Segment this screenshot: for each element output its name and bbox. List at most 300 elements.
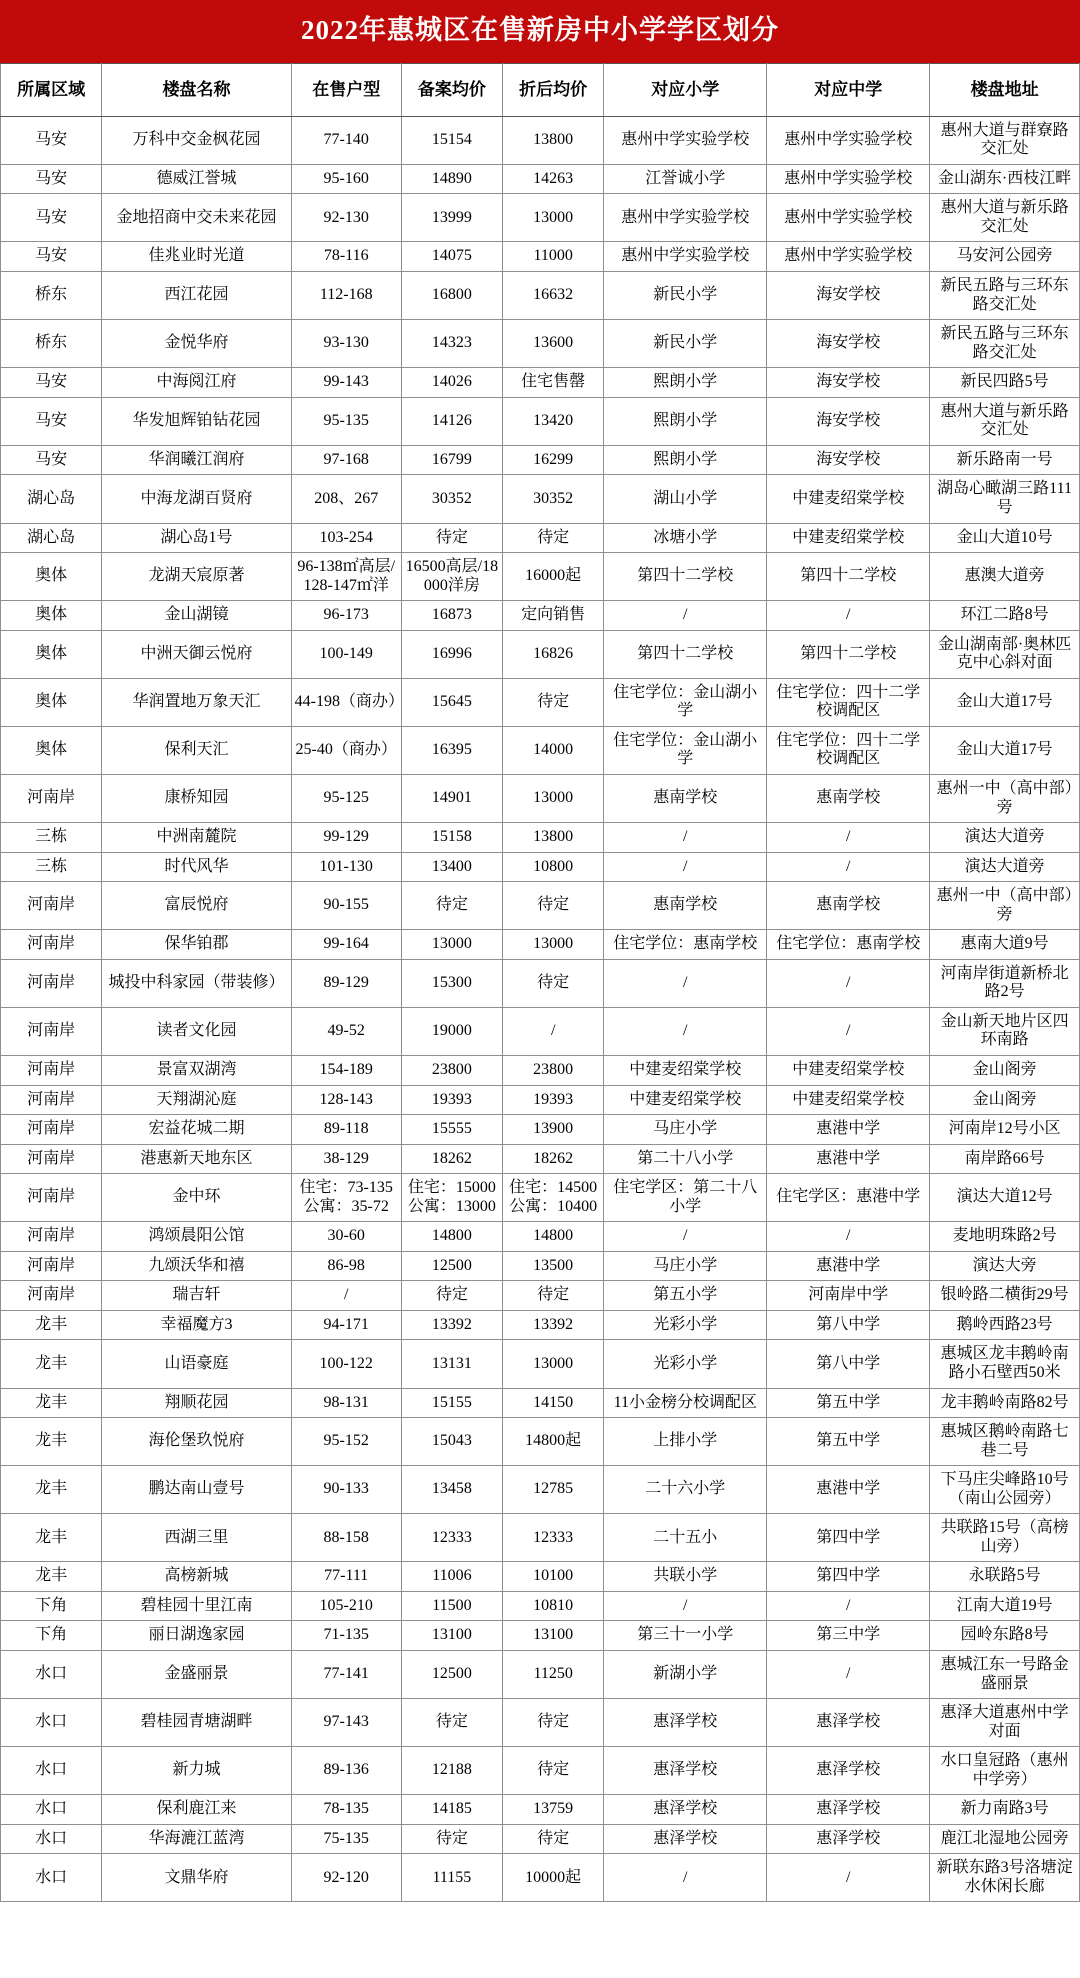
- cell-r16-c4: 13000: [503, 774, 604, 822]
- cell-r12-c0: 奥体: [1, 601, 102, 631]
- cell-r15-c4: 14000: [503, 726, 604, 774]
- cell-r41-c0: 水口: [1, 1699, 102, 1747]
- table-row: [1, 959, 1080, 1007]
- cell-r17-c6: /: [767, 823, 930, 853]
- cell-r16-c2: 95-125: [291, 774, 401, 822]
- cell-r40-c7: 惠城江东一号路金盛丽景: [930, 1651, 1080, 1699]
- cell-r7-c0: 马安: [1, 397, 102, 445]
- cell-r31-c4: 13392: [503, 1310, 604, 1340]
- cell-r43-c5: 惠泽学校: [604, 1795, 767, 1825]
- cell-r29-c7: 演达大旁: [930, 1251, 1080, 1281]
- cell-r10-c1: 湖心岛1号: [102, 523, 291, 553]
- cell-r23-c1: 景富双湖湾: [102, 1055, 291, 1085]
- cell-r37-c5: 共联小学: [604, 1562, 767, 1592]
- cell-r45-c3: 11155: [401, 1854, 502, 1902]
- cell-r40-c2: 77-141: [291, 1651, 401, 1699]
- table-row: [1, 320, 1080, 368]
- cell-r32-c6: 第八中学: [767, 1340, 930, 1388]
- table-row: [1, 397, 1080, 445]
- cell-r32-c3: 13131: [401, 1340, 502, 1388]
- table-row: [1, 1222, 1080, 1252]
- cell-r38-c0: 下角: [1, 1591, 102, 1621]
- table-row: [1, 1824, 1080, 1854]
- cell-r35-c2: 90-133: [291, 1466, 401, 1514]
- cell-r17-c1: 中洲南麓院: [102, 823, 291, 853]
- cell-r23-c2: 154-189: [291, 1055, 401, 1085]
- cell-r26-c2: 38-129: [291, 1144, 401, 1174]
- cell-r23-c6: 中建麦绍棠学校: [767, 1055, 930, 1085]
- cell-r24-c3: 19393: [401, 1085, 502, 1115]
- cell-r23-c5: 中建麦绍棠学校: [604, 1055, 767, 1085]
- cell-r28-c3: 14800: [401, 1222, 502, 1252]
- cell-r44-c3: 待定: [401, 1824, 502, 1854]
- cell-r8-c3: 16799: [401, 445, 502, 475]
- cell-r31-c2: 94-171: [291, 1310, 401, 1340]
- cell-r16-c0: 河南岸: [1, 774, 102, 822]
- cell-r42-c4: 待定: [503, 1747, 604, 1795]
- cell-r7-c5: 熙朗小学: [604, 397, 767, 445]
- cell-r14-c6: 住宅学位：四十二学校调配区: [767, 678, 930, 726]
- cell-r44-c4: 待定: [503, 1824, 604, 1854]
- cell-r2-c1: 金地招商中交未来花园: [102, 194, 291, 242]
- cell-r34-c1: 海伦堡玖悦府: [102, 1418, 291, 1466]
- cell-r42-c6: 惠泽学校: [767, 1747, 930, 1795]
- cell-r45-c7: 新联东路3号洛塘淀水休闲长廊: [930, 1854, 1080, 1902]
- cell-r25-c5: 马庄小学: [604, 1115, 767, 1145]
- cell-r22-c4: /: [503, 1007, 604, 1055]
- cell-r28-c0: 河南岸: [1, 1222, 102, 1252]
- cell-r34-c3: 15043: [401, 1418, 502, 1466]
- cell-r5-c7: 新民五路与三环东路交汇处: [930, 320, 1080, 368]
- table-row: [1, 164, 1080, 194]
- cell-r36-c3: 12333: [401, 1514, 502, 1562]
- cell-r0-c0: 马安: [1, 116, 102, 164]
- cell-r33-c2: 98-131: [291, 1388, 401, 1418]
- header-row: [1, 63, 1080, 116]
- cell-r21-c3: 15300: [401, 959, 502, 1007]
- cell-r4-c1: 西江花园: [102, 272, 291, 320]
- table-row: [1, 553, 1080, 601]
- cell-r12-c5: /: [604, 601, 767, 631]
- cell-r37-c6: 第四中学: [767, 1562, 930, 1592]
- cell-r25-c4: 13900: [503, 1115, 604, 1145]
- cell-r8-c2: 97-168: [291, 445, 401, 475]
- cell-r1-c6: 惠州中学实验学校: [767, 164, 930, 194]
- table-row: [1, 242, 1080, 272]
- cell-r41-c6: 惠泽学校: [767, 1699, 930, 1747]
- cell-r1-c7: 金山湖东·西枝江畔: [930, 164, 1080, 194]
- cell-r25-c3: 15555: [401, 1115, 502, 1145]
- cell-r0-c7: 惠州大道与群寮路交汇处: [930, 116, 1080, 164]
- cell-r31-c0: 龙丰: [1, 1310, 102, 1340]
- cell-r31-c7: 鹅岭西路23号: [930, 1310, 1080, 1340]
- cell-r20-c0: 河南岸: [1, 930, 102, 960]
- cell-r10-c2: 103-254: [291, 523, 401, 553]
- cell-r22-c5: /: [604, 1007, 767, 1055]
- cell-r39-c2: 71-135: [291, 1621, 401, 1651]
- cell-r35-c6: 惠港中学: [767, 1466, 930, 1514]
- cell-r16-c1: 康桥知园: [102, 774, 291, 822]
- table-row: [1, 194, 1080, 242]
- cell-r39-c1: 丽日湖逸家园: [102, 1621, 291, 1651]
- cell-r5-c6: 海安学校: [767, 320, 930, 368]
- cell-r36-c4: 12333: [503, 1514, 604, 1562]
- cell-r20-c5: 住宅学位：惠南学校: [604, 930, 767, 960]
- cell-r37-c3: 11006: [401, 1562, 502, 1592]
- cell-r23-c4: 23800: [503, 1055, 604, 1085]
- page-title: 2022年惠城区在售新房中小学学区划分: [0, 0, 1080, 63]
- table-row: [1, 475, 1080, 523]
- cell-r33-c7: 龙丰鹅岭南路82号: [930, 1388, 1080, 1418]
- cell-r27-c7: 演达大道12号: [930, 1174, 1080, 1222]
- table-row: [1, 630, 1080, 678]
- cell-r2-c0: 马安: [1, 194, 102, 242]
- cell-r19-c5: 惠南学校: [604, 882, 767, 930]
- cell-r22-c7: 金山新天地片区四环南路: [930, 1007, 1080, 1055]
- cell-r5-c2: 93-130: [291, 320, 401, 368]
- cell-r16-c3: 14901: [401, 774, 502, 822]
- cell-r20-c7: 惠南大道9号: [930, 930, 1080, 960]
- cell-r19-c7: 惠州一中（高中部）旁: [930, 882, 1080, 930]
- cell-r18-c0: 三栋: [1, 852, 102, 882]
- cell-r28-c7: 麦地明珠路2号: [930, 1222, 1080, 1252]
- table-row: [1, 272, 1080, 320]
- cell-r40-c0: 水口: [1, 1651, 102, 1699]
- cell-r44-c7: 鹿江北湿地公园旁: [930, 1824, 1080, 1854]
- cell-r9-c5: 湖山小学: [604, 475, 767, 523]
- cell-r24-c4: 19393: [503, 1085, 604, 1115]
- cell-r12-c4: 定向销售: [503, 601, 604, 631]
- cell-r17-c2: 99-129: [291, 823, 401, 853]
- cell-r38-c3: 11500: [401, 1591, 502, 1621]
- cell-r2-c6: 惠州中学实验学校: [767, 194, 930, 242]
- cell-r41-c4: 待定: [503, 1699, 604, 1747]
- cell-r39-c7: 园岭东路8号: [930, 1621, 1080, 1651]
- cell-r27-c6: 住宅学区：惠港中学: [767, 1174, 930, 1222]
- column-header-1: 楼盘名称: [102, 63, 291, 116]
- cell-r39-c5: 第三十一小学: [604, 1621, 767, 1651]
- cell-r18-c1: 时代风华: [102, 852, 291, 882]
- cell-r22-c2: 49-52: [291, 1007, 401, 1055]
- cell-r23-c0: 河南岸: [1, 1055, 102, 1085]
- cell-r7-c4: 13420: [503, 397, 604, 445]
- cell-r40-c1: 金盛丽景: [102, 1651, 291, 1699]
- cell-r1-c4: 14263: [503, 164, 604, 194]
- cell-r10-c0: 湖心岛: [1, 523, 102, 553]
- cell-r38-c5: /: [604, 1591, 767, 1621]
- cell-r0-c6: 惠州中学实验学校: [767, 116, 930, 164]
- cell-r19-c6: 惠南学校: [767, 882, 930, 930]
- cell-r41-c2: 97-143: [291, 1699, 401, 1747]
- cell-r11-c2: 96-138㎡高层/128-147㎡洋: [291, 553, 401, 601]
- cell-r42-c7: 水口皇冠路（惠州中学旁）: [930, 1747, 1080, 1795]
- cell-r13-c0: 奥体: [1, 630, 102, 678]
- table-row: [1, 1699, 1080, 1747]
- cell-r30-c0: 河南岸: [1, 1281, 102, 1311]
- cell-r6-c5: 熙朗小学: [604, 368, 767, 398]
- cell-r6-c3: 14026: [401, 368, 502, 398]
- cell-r43-c4: 13759: [503, 1795, 604, 1825]
- cell-r28-c5: /: [604, 1222, 767, 1252]
- cell-r0-c5: 惠州中学实验学校: [604, 116, 767, 164]
- cell-r8-c5: 熙朗小学: [604, 445, 767, 475]
- cell-r24-c6: 中建麦绍棠学校: [767, 1085, 930, 1115]
- column-header-4: 折后均价: [503, 63, 604, 116]
- cell-r3-c0: 马安: [1, 242, 102, 272]
- cell-r29-c6: 惠港中学: [767, 1251, 930, 1281]
- cell-r41-c5: 惠泽学校: [604, 1699, 767, 1747]
- cell-r19-c3: 待定: [401, 882, 502, 930]
- cell-r27-c0: 河南岸: [1, 1174, 102, 1222]
- cell-r45-c6: /: [767, 1854, 930, 1902]
- cell-r26-c3: 18262: [401, 1144, 502, 1174]
- cell-r12-c2: 96-173: [291, 601, 401, 631]
- cell-r20-c3: 13000: [401, 930, 502, 960]
- cell-r38-c4: 10810: [503, 1591, 604, 1621]
- cell-r36-c1: 西湖三里: [102, 1514, 291, 1562]
- cell-r6-c7: 新民四路5号: [930, 368, 1080, 398]
- column-header-3: 备案均价: [401, 63, 502, 116]
- cell-r35-c7: 下马庄尖峰路10号（南山公园旁）: [930, 1466, 1080, 1514]
- cell-r45-c5: /: [604, 1854, 767, 1902]
- cell-r13-c2: 100-149: [291, 630, 401, 678]
- cell-r32-c4: 13000: [503, 1340, 604, 1388]
- cell-r43-c6: 惠泽学校: [767, 1795, 930, 1825]
- cell-r34-c2: 95-152: [291, 1418, 401, 1466]
- cell-r45-c0: 水口: [1, 1854, 102, 1902]
- cell-r27-c3: 住宅：15000 公寓：13000: [401, 1174, 502, 1222]
- cell-r13-c6: 第四十二学校: [767, 630, 930, 678]
- cell-r1-c5: 江誉诚小学: [604, 164, 767, 194]
- cell-r3-c1: 佳兆业时光道: [102, 242, 291, 272]
- cell-r32-c7: 惠城区龙丰鹅岭南路小石壁西50米: [930, 1340, 1080, 1388]
- cell-r36-c0: 龙丰: [1, 1514, 102, 1562]
- cell-r3-c2: 78-116: [291, 242, 401, 272]
- table-row: [1, 1795, 1080, 1825]
- cell-r21-c7: 河南岸街道新桥北路2号: [930, 959, 1080, 1007]
- cell-r5-c4: 13600: [503, 320, 604, 368]
- cell-r30-c4: 待定: [503, 1281, 604, 1311]
- cell-r22-c1: 读者文化园: [102, 1007, 291, 1055]
- cell-r25-c1: 宏益花城二期: [102, 1115, 291, 1145]
- cell-r22-c6: /: [767, 1007, 930, 1055]
- cell-r6-c0: 马安: [1, 368, 102, 398]
- cell-r44-c5: 惠泽学校: [604, 1824, 767, 1854]
- cell-r37-c0: 龙丰: [1, 1562, 102, 1592]
- cell-r7-c3: 14126: [401, 397, 502, 445]
- cell-r33-c0: 龙丰: [1, 1388, 102, 1418]
- table-row: [1, 601, 1080, 631]
- cell-r36-c6: 第四中学: [767, 1514, 930, 1562]
- cell-r29-c1: 九颂沃华和禧: [102, 1251, 291, 1281]
- table-row: [1, 1591, 1080, 1621]
- cell-r9-c0: 湖心岛: [1, 475, 102, 523]
- table-row: [1, 368, 1080, 398]
- cell-r4-c2: 112-168: [291, 272, 401, 320]
- cell-r24-c7: 金山阁旁: [930, 1085, 1080, 1115]
- cell-r5-c3: 14323: [401, 320, 502, 368]
- table-row: [1, 445, 1080, 475]
- cell-r7-c7: 惠州大道与新乐路交汇处: [930, 397, 1080, 445]
- cell-r32-c1: 山语豪庭: [102, 1340, 291, 1388]
- cell-r6-c1: 中海阅江府: [102, 368, 291, 398]
- cell-r31-c6: 第八中学: [767, 1310, 930, 1340]
- table-row: [1, 1251, 1080, 1281]
- cell-r34-c4: 14800起: [503, 1418, 604, 1466]
- cell-r10-c7: 金山大道10号: [930, 523, 1080, 553]
- column-header-5: 对应小学: [604, 63, 767, 116]
- cell-r15-c1: 保利天汇: [102, 726, 291, 774]
- cell-r35-c1: 鹏达南山壹号: [102, 1466, 291, 1514]
- cell-r8-c4: 16299: [503, 445, 604, 475]
- cell-r19-c4: 待定: [503, 882, 604, 930]
- cell-r27-c4: 住宅：14500 公寓：10400: [503, 1174, 604, 1222]
- cell-r21-c5: /: [604, 959, 767, 1007]
- cell-r23-c3: 23800: [401, 1055, 502, 1085]
- table-body: [1, 116, 1080, 1902]
- cell-r44-c2: 75-135: [291, 1824, 401, 1854]
- cell-r44-c1: 华海漉江蓝湾: [102, 1824, 291, 1854]
- table-row: [1, 1562, 1080, 1592]
- cell-r12-c3: 16873: [401, 601, 502, 631]
- cell-r44-c6: 惠泽学校: [767, 1824, 930, 1854]
- cell-r8-c0: 马安: [1, 445, 102, 475]
- cell-r35-c5: 二十六小学: [604, 1466, 767, 1514]
- cell-r7-c1: 华发旭辉铂钻花园: [102, 397, 291, 445]
- cell-r19-c0: 河南岸: [1, 882, 102, 930]
- cell-r27-c2: 住宅：73-135 公寓：35-72: [291, 1174, 401, 1222]
- table-row: [1, 852, 1080, 882]
- cell-r42-c5: 惠泽学校: [604, 1747, 767, 1795]
- table-row: [1, 523, 1080, 553]
- cell-r4-c0: 桥东: [1, 272, 102, 320]
- cell-r0-c2: 77-140: [291, 116, 401, 164]
- cell-r21-c4: 待定: [503, 959, 604, 1007]
- cell-r9-c2: 208、267: [291, 475, 401, 523]
- cell-r24-c0: 河南岸: [1, 1085, 102, 1115]
- cell-r18-c6: /: [767, 852, 930, 882]
- cell-r31-c5: 光彩小学: [604, 1310, 767, 1340]
- cell-r10-c5: 冰塘小学: [604, 523, 767, 553]
- cell-r33-c5: 11小金榜分校调配区: [604, 1388, 767, 1418]
- cell-r10-c6: 中建麦绍棠学校: [767, 523, 930, 553]
- cell-r11-c7: 惠澳大道旁: [930, 553, 1080, 601]
- cell-r1-c2: 95-160: [291, 164, 401, 194]
- cell-r12-c7: 环江二路8号: [930, 601, 1080, 631]
- cell-r8-c6: 海安学校: [767, 445, 930, 475]
- cell-r21-c6: /: [767, 959, 930, 1007]
- cell-r23-c7: 金山阁旁: [930, 1055, 1080, 1085]
- table-row: [1, 1055, 1080, 1085]
- cell-r16-c7: 惠州一中（高中部）旁: [930, 774, 1080, 822]
- cell-r34-c5: 上排小学: [604, 1418, 767, 1466]
- cell-r28-c4: 14800: [503, 1222, 604, 1252]
- cell-r45-c4: 10000起: [503, 1854, 604, 1902]
- cell-r14-c5: 住宅学位：金山湖小学: [604, 678, 767, 726]
- cell-r45-c1: 文鼎华府: [102, 1854, 291, 1902]
- cell-r33-c3: 15155: [401, 1388, 502, 1418]
- cell-r30-c7: 银岭路二横街29号: [930, 1281, 1080, 1311]
- cell-r36-c5: 二十五小: [604, 1514, 767, 1562]
- cell-r30-c2: /: [291, 1281, 401, 1311]
- cell-r11-c5: 第四十二学校: [604, 553, 767, 601]
- cell-r41-c1: 碧桂园青塘湖畔: [102, 1699, 291, 1747]
- cell-r3-c3: 14075: [401, 242, 502, 272]
- cell-r26-c1: 港惠新天地东区: [102, 1144, 291, 1174]
- table-row: [1, 1115, 1080, 1145]
- column-header-7: 楼盘地址: [930, 63, 1080, 116]
- cell-r30-c1: 瑞吉轩: [102, 1281, 291, 1311]
- cell-r13-c4: 16826: [503, 630, 604, 678]
- cell-r34-c0: 龙丰: [1, 1418, 102, 1466]
- cell-r37-c4: 10100: [503, 1562, 604, 1592]
- table-row: [1, 1144, 1080, 1174]
- cell-r21-c0: 河南岸: [1, 959, 102, 1007]
- cell-r14-c4: 待定: [503, 678, 604, 726]
- cell-r42-c0: 水口: [1, 1747, 102, 1795]
- table-row: [1, 1388, 1080, 1418]
- cell-r22-c3: 19000: [401, 1007, 502, 1055]
- cell-r35-c0: 龙丰: [1, 1466, 102, 1514]
- cell-r37-c2: 77-111: [291, 1562, 401, 1592]
- cell-r2-c4: 13000: [503, 194, 604, 242]
- cell-r26-c5: 第二十八小学: [604, 1144, 767, 1174]
- cell-r41-c3: 待定: [401, 1699, 502, 1747]
- table-row: [1, 678, 1080, 726]
- cell-r27-c1: 金中环: [102, 1174, 291, 1222]
- cell-r28-c6: /: [767, 1222, 930, 1252]
- cell-r39-c6: 第三中学: [767, 1621, 930, 1651]
- cell-r1-c3: 14890: [401, 164, 502, 194]
- cell-r15-c5: 住宅学位：金山湖小学: [604, 726, 767, 774]
- table-row: [1, 1621, 1080, 1651]
- cell-r29-c4: 13500: [503, 1251, 604, 1281]
- cell-r20-c6: 住宅学位：惠南学校: [767, 930, 930, 960]
- cell-r38-c7: 江南大道19号: [930, 1591, 1080, 1621]
- cell-r39-c4: 13100: [503, 1621, 604, 1651]
- cell-r3-c6: 惠州中学实验学校: [767, 242, 930, 272]
- cell-r36-c2: 88-158: [291, 1514, 401, 1562]
- cell-r15-c3: 16395: [401, 726, 502, 774]
- cell-r18-c7: 演达大道旁: [930, 852, 1080, 882]
- cell-r27-c5: 住宅学区：第二十八小学: [604, 1174, 767, 1222]
- table-row: [1, 1747, 1080, 1795]
- cell-r5-c5: 新民小学: [604, 320, 767, 368]
- cell-r21-c2: 89-129: [291, 959, 401, 1007]
- cell-r42-c3: 12188: [401, 1747, 502, 1795]
- cell-r43-c0: 水口: [1, 1795, 102, 1825]
- cell-r11-c4: 16000起: [503, 553, 604, 601]
- cell-r9-c1: 中海龙湖百贤府: [102, 475, 291, 523]
- cell-r7-c2: 95-135: [291, 397, 401, 445]
- cell-r42-c1: 新力城: [102, 1747, 291, 1795]
- cell-r14-c1: 华润置地万象天汇: [102, 678, 291, 726]
- cell-r20-c4: 13000: [503, 930, 604, 960]
- cell-r6-c2: 99-143: [291, 368, 401, 398]
- cell-r8-c1: 华润曦江润府: [102, 445, 291, 475]
- cell-r8-c7: 新乐路南一号: [930, 445, 1080, 475]
- cell-r32-c0: 龙丰: [1, 1340, 102, 1388]
- cell-r6-c4: 住宅售罄: [503, 368, 604, 398]
- cell-r9-c6: 中建麦绍棠学校: [767, 475, 930, 523]
- cell-r18-c5: /: [604, 852, 767, 882]
- cell-r9-c3: 30352: [401, 475, 502, 523]
- cell-r29-c0: 河南岸: [1, 1251, 102, 1281]
- cell-r17-c4: 13800: [503, 823, 604, 853]
- cell-r22-c0: 河南岸: [1, 1007, 102, 1055]
- table-row: [1, 726, 1080, 774]
- cell-r15-c2: 25-40（商办）: [291, 726, 401, 774]
